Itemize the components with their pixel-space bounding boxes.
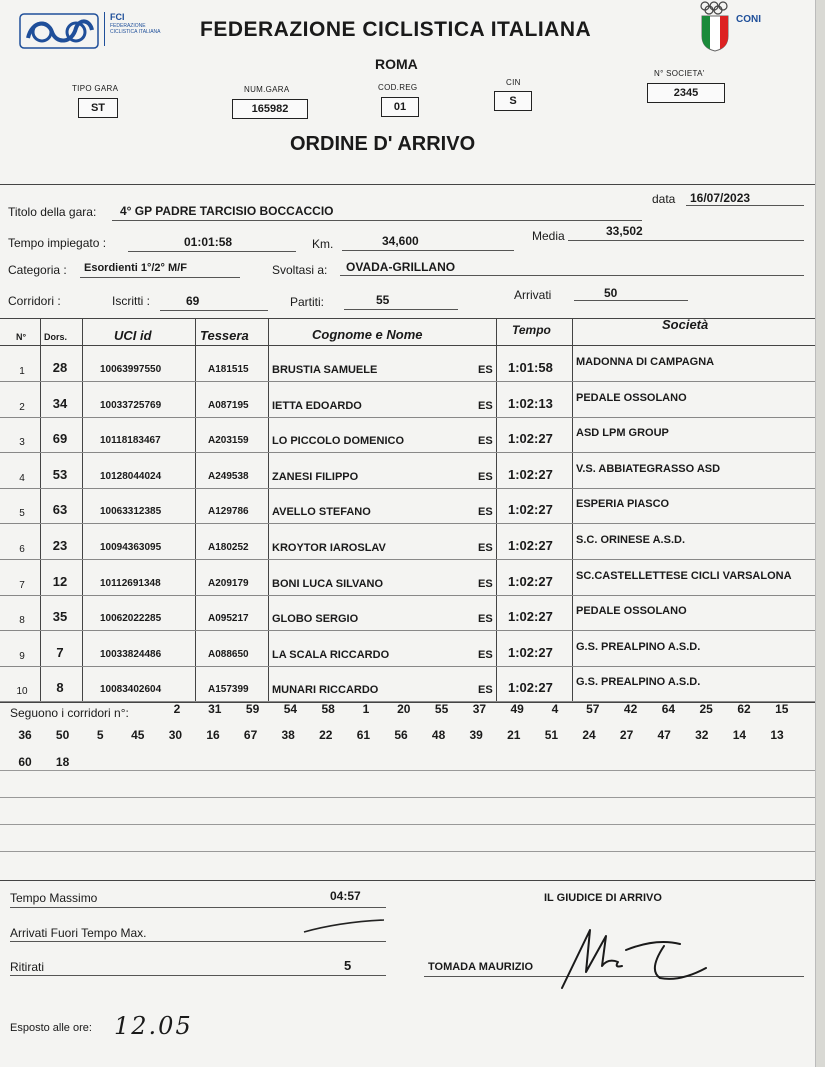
pos-cell: 1 <box>19 366 25 377</box>
category-cell: ES <box>478 684 493 697</box>
iscritti-value: 69 <box>186 294 200 308</box>
pos-cell: 9 <box>19 650 25 662</box>
cin-label: CIN <box>506 78 521 87</box>
following-rider-number: 38 <box>281 728 295 742</box>
table-row <box>0 382 815 417</box>
following-rider-number: 16 <box>206 728 220 742</box>
uci-id-cell: 10033824486 <box>100 648 162 660</box>
pos-cell: 6 <box>19 544 25 555</box>
following-rider-number: 56 <box>394 728 408 742</box>
following-rider-number: 5 <box>96 728 104 742</box>
judge-signature-icon <box>556 922 716 992</box>
pos-cell: 8 <box>19 615 25 627</box>
dors-cell: 7 <box>56 644 64 660</box>
fuori-tempo-label: Arrivati Fuori Tempo Max. <box>10 926 147 940</box>
pos-cell: 5 <box>19 508 25 520</box>
following-rider-number: 2 <box>173 702 181 716</box>
following-rider-number: 32 <box>695 728 709 742</box>
tessera-cell: A157399 <box>208 684 249 696</box>
category-cell: ES <box>478 542 493 554</box>
pos-cell: 3 <box>19 437 25 449</box>
following-rider-number: 30 <box>168 728 183 742</box>
col-header-societa: Società <box>662 317 709 332</box>
category-cell: ES <box>478 613 493 626</box>
dors-cell: 34 <box>52 395 68 411</box>
tessera-cell: A088650 <box>208 648 249 660</box>
time-cell: 1:02:27 <box>508 431 553 447</box>
uci-id-cell: 10118183467 <box>100 435 161 447</box>
following-rider-number: 50 <box>55 728 70 742</box>
category-cell: ES <box>478 577 493 590</box>
col-header-dors: Dors. <box>44 332 68 342</box>
following-rider-number: 54 <box>283 702 298 716</box>
team-cell: G.S. PREALPINO A.S.D. <box>576 676 701 689</box>
uci-id-cell: 10128044024 <box>100 470 162 482</box>
dors-cell: 69 <box>52 431 68 447</box>
category-cell: ES <box>478 648 493 661</box>
following-rider-number: 31 <box>208 702 222 716</box>
ritirati-label: Ritirati <box>10 960 45 974</box>
following-rider-number: 49 <box>510 702 524 716</box>
tempo-massimo-label: Tempo Massimo <box>10 891 98 905</box>
name-cell: AVELLO STEFANO <box>272 506 371 519</box>
name-cell: GLOBO SERGIO <box>272 613 359 626</box>
uci-id-cell: 10083402604 <box>100 684 162 696</box>
table-row <box>0 631 815 666</box>
iscritti-label: Iscritti : <box>112 294 150 308</box>
time-cell: 1:02:27 <box>508 502 553 518</box>
table-row <box>0 560 815 595</box>
coni-label: CONI <box>736 14 761 25</box>
km-value: 34,600 <box>382 234 419 248</box>
team-cell: PEDALE OSSOLANO <box>576 605 687 618</box>
pos-cell: 2 <box>19 401 25 413</box>
num-gara-box: 165982 <box>232 99 308 119</box>
media-label: Media <box>532 229 565 243</box>
tessera-cell: A249538 <box>208 470 249 482</box>
corridori-label: Corridori : <box>8 294 61 308</box>
team-cell: G.S. PREALPINO A.S.D. <box>576 640 701 653</box>
tipo-gara-box: ST <box>78 98 118 118</box>
tessera-cell: A129786 <box>208 506 249 518</box>
team-cell: PEDALE OSSOLANO <box>576 391 687 404</box>
following-rider-number: 21 <box>507 728 521 742</box>
data-label: data <box>652 192 676 206</box>
titolo-label: Titolo della gara: <box>8 205 97 219</box>
dors-cell: 23 <box>52 538 68 553</box>
pos-cell: 10 <box>16 686 28 698</box>
tessera-cell: A095217 <box>208 613 249 625</box>
name-cell: BONI LUCA SILVANO <box>272 577 384 590</box>
km-label: Km. <box>312 237 334 251</box>
time-cell: 1:01:58 <box>508 360 553 375</box>
following-rider-number: 60 <box>18 755 32 769</box>
cin-box: S <box>494 91 532 111</box>
name-cell: KROYTOR IAROSLAV <box>272 542 386 554</box>
categoria-value: Esordienti 1°/2° M/F <box>84 262 187 274</box>
uci-id-cell: 10063997550 <box>100 364 162 375</box>
pos-cell: 7 <box>19 579 25 591</box>
tessera-cell: A181515 <box>208 364 249 375</box>
col-header-tessera: Tessera <box>200 328 249 343</box>
tipo-gara-label: TIPO GARA <box>72 84 119 93</box>
following-rider-number: 61 <box>356 728 371 742</box>
name-cell: LA SCALA RICCARDO <box>272 648 390 661</box>
following-rider-number: 25 <box>699 702 713 716</box>
svoltasi-value: OVADA-GRILLANO <box>346 260 456 274</box>
team-cell: S.C. ORINESE A.S.D. <box>576 534 686 546</box>
coni-logo-icon <box>698 0 732 52</box>
uci-id-cell: 10112691348 <box>100 577 161 589</box>
arrivati-value: 50 <box>604 286 618 300</box>
name-cell: BRUSTIA SAMUELE <box>272 364 378 376</box>
following-rider-number: 55 <box>434 702 449 716</box>
time-cell: 1:02:27 <box>508 680 553 696</box>
time-cell: 1:02:27 <box>508 573 553 589</box>
team-cell: MADONNA DI CAMPAGNA <box>576 356 715 368</box>
table-row <box>0 453 815 488</box>
city: ROMA <box>375 56 418 72</box>
category-cell: ES <box>478 364 493 376</box>
following-rider-number: 15 <box>775 702 789 716</box>
name-cell: IETTA EDOARDO <box>272 399 362 412</box>
category-cell: ES <box>478 506 493 519</box>
time-cell: 1:02:27 <box>508 609 553 625</box>
following-rider-number: 14 <box>732 728 747 742</box>
following-rider-number: 42 <box>623 702 638 716</box>
following-rider-number: 4 <box>551 702 559 716</box>
fci-logo-icon <box>18 10 100 52</box>
tempo-label: Tempo impiegato : <box>8 236 107 250</box>
tessera-cell: A087195 <box>208 399 249 411</box>
following-rider-number: 64 <box>661 702 676 716</box>
team-cell: ASD LPM GROUP <box>576 427 669 440</box>
following-rider-number: 18 <box>55 755 70 769</box>
following-rider-number: 47 <box>657 728 671 742</box>
col-header-tempo: Tempo <box>512 323 551 337</box>
time-cell: 1:02:13 <box>508 395 553 411</box>
titolo-value: 4° GP PADRE TARCISIO BOCCACCIO <box>120 204 334 218</box>
uci-id-cell: 10033725769 <box>100 399 162 411</box>
media-value: 33,502 <box>606 224 643 238</box>
partiti-value: 55 <box>376 293 390 307</box>
following-rider-number: 51 <box>544 728 559 742</box>
dors-cell: 28 <box>52 360 68 375</box>
following-rider-number: 36 <box>18 728 32 742</box>
data-value: 16/07/2023 <box>690 191 751 205</box>
following-rider-number: 58 <box>321 702 335 716</box>
num-gara-label: NUM.GARA <box>244 85 290 94</box>
svoltasi-label: Svoltasi a: <box>272 263 328 277</box>
category-cell: ES <box>478 470 493 483</box>
dash-mark-icon <box>300 918 390 938</box>
giudice-label: IL GIUDICE DI ARRIVO <box>544 892 662 904</box>
name-cell: LO PICCOLO DOMENICO <box>272 435 404 448</box>
federation-title: FEDERAZIONE CICLISTICA ITALIANA <box>200 18 592 41</box>
name-cell: ZANESI FILIPPO <box>272 470 359 483</box>
arrivati-label: Arrivati <box>514 288 552 302</box>
team-cell: V.S. ABBIATEGRASSO ASD <box>576 462 721 475</box>
seguono-label: Seguono i corridori n°: <box>10 706 129 720</box>
dors-cell: 35 <box>52 609 68 625</box>
uci-id-cell: 10094363095 <box>100 542 162 553</box>
following-rider-number: 37 <box>472 702 487 716</box>
tessera-cell: A209179 <box>208 577 249 589</box>
tempo-massimo-value: 04:57 <box>330 889 361 903</box>
time-cell: 1:02:27 <box>508 466 553 482</box>
following-rider-number: 57 <box>586 702 600 716</box>
pos-cell: 4 <box>19 472 25 484</box>
following-rider-number: 67 <box>243 728 258 742</box>
following-rider-number: 1 <box>362 702 370 716</box>
team-cell: SC.CASTELLETTESE CICLI VARSALONA <box>576 569 792 582</box>
team-cell: ESPERIA PIASCO <box>576 498 670 511</box>
categoria-label: Categoria : <box>8 263 67 277</box>
following-rider-number: 27 <box>619 728 634 742</box>
tessera-cell: A180252 <box>208 542 249 553</box>
dors-cell: 53 <box>52 466 68 482</box>
dors-cell: 12 <box>52 573 68 589</box>
table-row <box>0 488 815 523</box>
name-cell: MUNARI RICCARDO <box>272 684 379 697</box>
fci-full-name: FEDERAZIONE CICLISTICA ITALIANA <box>110 23 161 35</box>
esposto-value: 12.05 <box>114 1012 193 1040</box>
col-header-uci: UCI id <box>114 328 152 343</box>
dors-cell: 63 <box>52 502 68 518</box>
time-cell: 1:02:27 <box>508 644 553 660</box>
uci-id-cell: 10062022285 <box>100 613 162 625</box>
following-rider-number: 22 <box>319 728 333 742</box>
cod-reg-label: COD.REG <box>378 83 418 92</box>
societa-num-box: 2345 <box>647 83 725 103</box>
partiti-label: Partiti: <box>290 295 325 309</box>
time-cell: 1:02:27 <box>508 538 553 553</box>
category-cell: ES <box>478 435 493 448</box>
following-rider-number: 45 <box>131 728 145 742</box>
table-row <box>0 595 815 630</box>
dors-cell: 8 <box>56 680 64 696</box>
following-rider-number: 20 <box>397 702 411 716</box>
fci-abbrev: FCI <box>110 12 125 22</box>
following-rider-number: 13 <box>770 728 784 742</box>
giudice-name: TOMADA MAURIZIO <box>428 961 534 973</box>
col-header-nome: Cognome e Nome <box>312 327 423 342</box>
table-row <box>0 346 815 381</box>
table-row <box>0 666 815 701</box>
table-row <box>0 524 815 559</box>
uci-id-cell: 10063312385 <box>100 506 162 518</box>
ritirati-value: 5 <box>344 958 352 973</box>
following-rider-number: 24 <box>582 728 596 742</box>
table-row <box>0 417 815 452</box>
logo-divider <box>104 12 105 46</box>
following-rider-number: 59 <box>245 702 260 716</box>
following-rider-number: 62 <box>737 702 751 716</box>
societa-num-label: N° SOCIETA' <box>654 69 705 78</box>
esposto-label: Esposto alle ore: <box>10 1022 92 1034</box>
following-rider-number: 48 <box>431 728 446 742</box>
document-title: ORDINE D' ARRIVO <box>290 133 476 155</box>
tempo-value: 01:01:58 <box>184 235 233 249</box>
tessera-cell: A203159 <box>208 435 249 447</box>
following-rider-number: 39 <box>469 728 483 742</box>
category-cell: ES <box>478 399 493 412</box>
cod-reg-box: 01 <box>381 97 419 117</box>
col-header-pos: N° <box>16 332 27 342</box>
